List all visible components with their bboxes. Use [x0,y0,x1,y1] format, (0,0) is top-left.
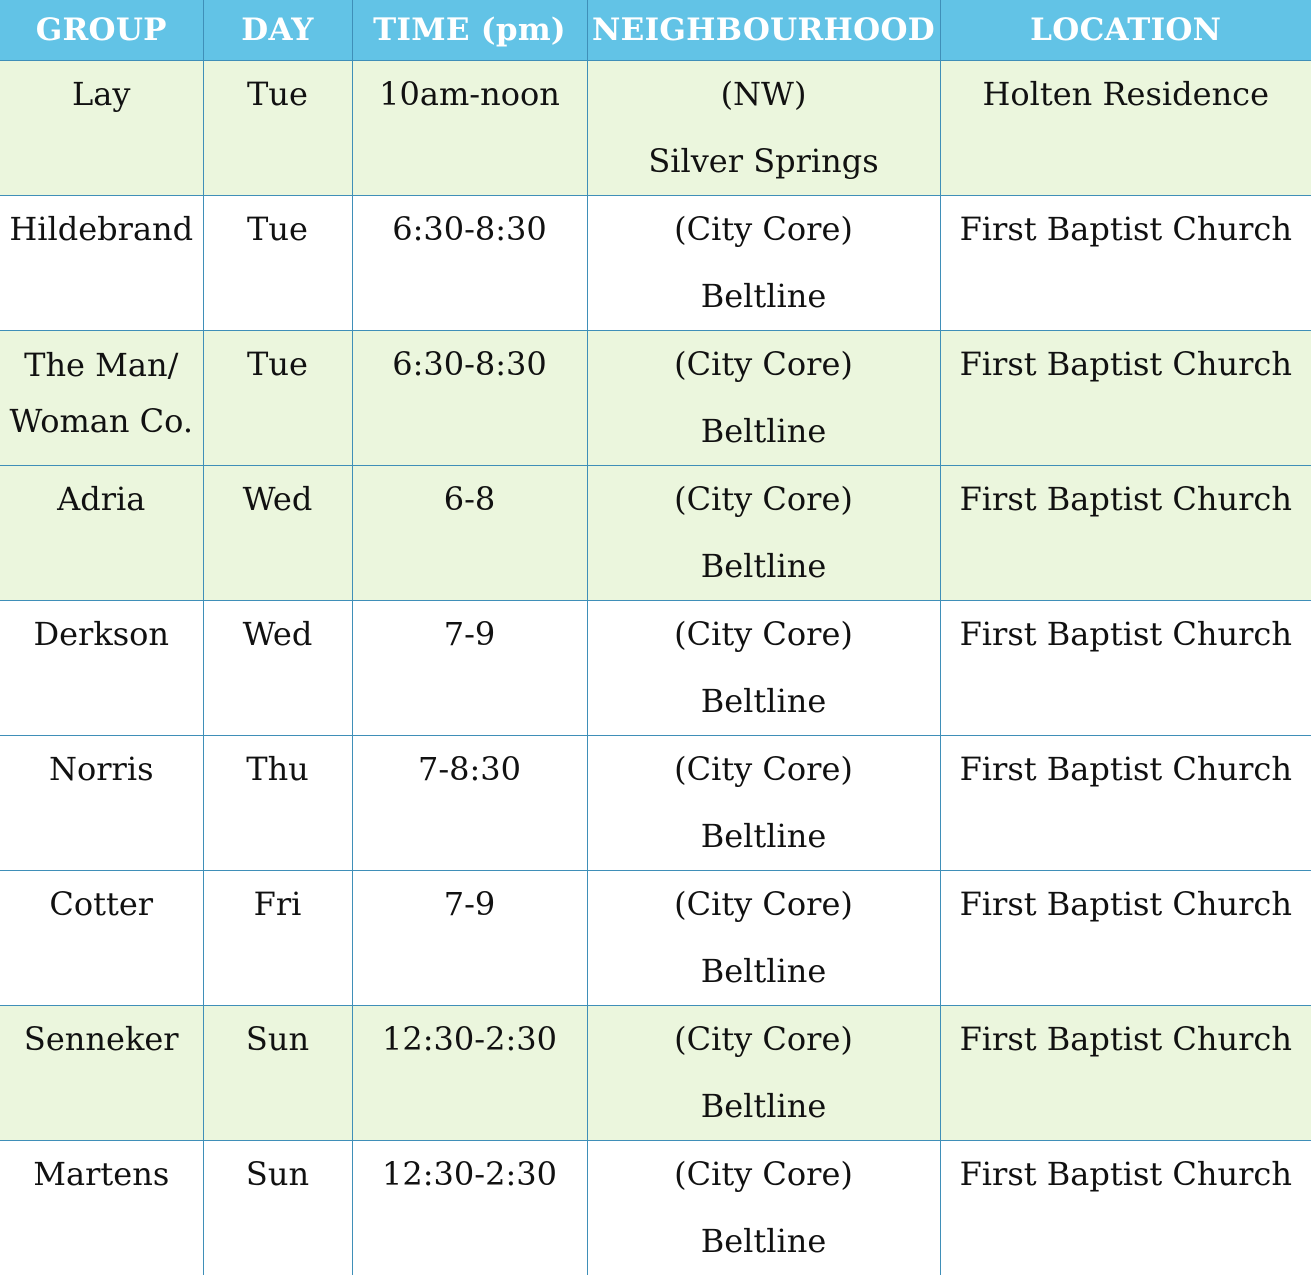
table-row [0,466,1311,601]
cell-group: Martens [0,1141,203,1275]
table-row [0,1006,1311,1141]
cell-neighbourhood-line: Beltline [588,1073,940,1140]
table-row [0,871,1311,1006]
header-group: GROUP [0,0,203,61]
cell-day: Tue [203,61,352,196]
cell-neighbourhood [587,601,940,736]
cell-group: Hildebrand [0,196,203,331]
cell-time: 7-9 [352,871,587,1006]
cell-time: 7-9 [352,601,587,736]
table-row [0,196,1311,331]
cell-location: First Baptist Church [940,331,1311,466]
cell-day: Tue [203,331,352,466]
cell-day: Sun [203,1006,352,1141]
cell-group-line: Woman Co. [0,393,203,449]
cell-neighbourhood-line: (City Core) [588,736,940,803]
cell-location: Holten Residence [940,61,1311,196]
cell-neighbourhood-line: Beltline [588,263,940,330]
cell-neighbourhood [587,1006,940,1141]
cell-neighbourhood-line: (NW) [588,61,940,128]
cell-group: Senneker [0,1006,203,1141]
header-row [0,0,1311,61]
cell-neighbourhood [587,1141,940,1275]
cell-day: Sun [203,1141,352,1275]
cell-neighbourhood-line: Beltline [588,803,940,870]
cell-location: First Baptist Church [940,196,1311,331]
header-time: TIME (pm) [352,0,587,61]
cell-time: 7-8:30 [352,736,587,871]
cell-neighbourhood-line: (City Core) [588,1141,940,1208]
header-day: DAY [203,0,352,61]
cell-location: First Baptist Church [940,466,1311,601]
cell-day: Fri [203,871,352,1006]
cell-group [0,331,203,466]
cell-location: First Baptist Church [940,1006,1311,1141]
cell-neighbourhood-line: (City Core) [588,871,940,938]
cell-neighbourhood-line: (City Core) [588,196,940,263]
cell-day: Wed [203,601,352,736]
cell-day: Tue [203,196,352,331]
cell-neighbourhood-line: (City Core) [588,466,940,533]
cell-neighbourhood [587,871,940,1006]
table-row [0,736,1311,871]
table-row [0,331,1311,466]
cell-group: Adria [0,466,203,601]
cell-group: Norris [0,736,203,871]
cell-time: 6-8 [352,466,587,601]
cell-group: Lay [0,61,203,196]
cell-neighbourhood-line: (City Core) [588,601,940,668]
cell-group: Cotter [0,871,203,1006]
cell-time: 6:30-8:30 [352,331,587,466]
cell-time: 12:30-2:30 [352,1141,587,1275]
cell-neighbourhood-line: Beltline [588,938,940,1005]
cell-neighbourhood [587,61,940,196]
cell-location: First Baptist Church [940,736,1311,871]
header-location: LOCATION [940,0,1311,61]
cell-group-line: The Man/ [0,337,203,393]
cell-neighbourhood [587,736,940,871]
cell-neighbourhood-line: Silver Springs [588,128,940,195]
table-row [0,61,1311,196]
cell-time: 10am-noon [352,61,587,196]
cell-time: 6:30-8:30 [352,196,587,331]
cell-neighbourhood-line: Beltline [588,533,940,600]
table-row [0,601,1311,736]
cell-neighbourhood-line: Beltline [588,398,940,465]
cell-group: Derkson [0,601,203,736]
table-row [0,1141,1311,1275]
header-neighbourhood: NEIGHBOURHOOD [587,0,940,61]
cell-location: First Baptist Church [940,601,1311,736]
cell-day: Thu [203,736,352,871]
cell-neighbourhood [587,466,940,601]
cell-day: Wed [203,466,352,601]
cell-time: 12:30-2:30 [352,1006,587,1141]
cell-neighbourhood-line: Beltline [588,1208,940,1275]
cell-neighbourhood-line: (City Core) [588,331,940,398]
cell-neighbourhood-line: Beltline [588,668,940,735]
cell-neighbourhood [587,331,940,466]
cell-neighbourhood-line: (City Core) [588,1006,940,1073]
table-body [0,61,1311,1275]
cell-neighbourhood [587,196,940,331]
cell-location: First Baptist Church [940,871,1311,1006]
cell-location: First Baptist Church [940,1141,1311,1275]
